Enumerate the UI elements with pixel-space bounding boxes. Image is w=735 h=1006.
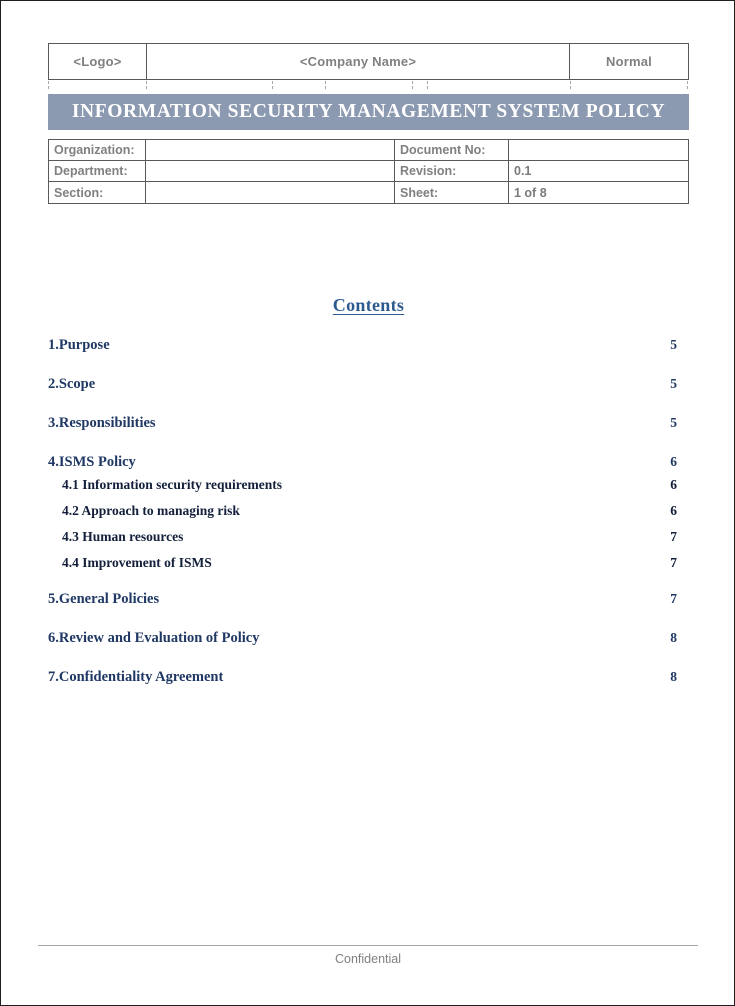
info-row-department xyxy=(49,161,688,182)
gridline-tick xyxy=(427,81,428,89)
toc-entry-label: 5.General Policies xyxy=(48,591,160,607)
classification-text: Normal xyxy=(606,54,652,69)
gridline-tick xyxy=(325,81,326,89)
toc-entry-page: 6 xyxy=(670,503,677,518)
contents-heading-text: Contents xyxy=(332,295,405,315)
toc-entry-page: 5 xyxy=(670,337,677,352)
toc-entry-improvement-of-isms[interactable] xyxy=(48,555,689,570)
toc-entry-isms-policy[interactable] xyxy=(48,454,689,470)
document-no-value-field[interactable] xyxy=(509,140,688,160)
sheet-label: Sheet: xyxy=(395,182,509,203)
section-value-field[interactable] xyxy=(146,182,395,203)
toc-entry-label: 4.3 Human resources xyxy=(62,529,184,544)
department-label: Department: xyxy=(49,161,146,181)
toc-entry-label: 1.Purpose xyxy=(48,337,110,353)
gridline-tick xyxy=(146,81,147,89)
organization-label: Organization: xyxy=(49,140,146,160)
toc-entry-page: 7 xyxy=(670,591,677,606)
section-label: Section: xyxy=(49,182,146,203)
toc-entry-page: 6 xyxy=(670,477,677,492)
toc-entry-page: 5 xyxy=(670,376,677,391)
page-footer xyxy=(38,945,698,968)
contents-heading xyxy=(48,295,689,316)
toc-entry-scope[interactable] xyxy=(48,376,689,392)
toc-entry-label: 6.Review and Evaluation of Policy xyxy=(48,630,260,646)
toc-entry-label: 7.Confidentiality Agreement xyxy=(48,669,224,685)
sheet-value: 1 of 8 xyxy=(514,185,547,200)
revision-label: Revision: xyxy=(395,161,509,181)
toc-entry-general-policies[interactable] xyxy=(48,591,689,607)
document-no-label: Document No: xyxy=(395,140,509,160)
table-of-contents xyxy=(48,337,689,685)
info-row-section xyxy=(49,182,688,203)
gridline-tick xyxy=(570,81,571,89)
toc-entry-label: 4.1 Information security requirements xyxy=(62,477,282,492)
toc-entry-review-and-evaluation[interactable] xyxy=(48,630,689,646)
classification-cell xyxy=(570,44,688,79)
toc-entry-label: 4.ISMS Policy xyxy=(48,454,136,470)
toc-entry-information-security-requirements[interactable] xyxy=(48,477,689,492)
toc-entry-label: 4.2 Approach to managing risk xyxy=(62,503,240,518)
toc-entry-page: 7 xyxy=(670,529,677,544)
document-title-text: INFORMATION SECURITY MANAGEMENT SYSTEM POLICY xyxy=(71,101,666,122)
info-row-organization xyxy=(49,140,688,161)
gridline-tick xyxy=(48,81,49,89)
toc-entry-page: 8 xyxy=(670,669,677,684)
gridline-tick xyxy=(412,81,413,89)
toc-entry-page: 8 xyxy=(670,630,677,645)
toc-entry-label: 2.Scope xyxy=(48,376,96,392)
company-name-placeholder-text: <Company Name> xyxy=(299,54,417,69)
toc-entry-page: 7 xyxy=(670,555,677,570)
gridline-tick xyxy=(272,81,273,89)
toc-entry-approach-to-managing-risk[interactable] xyxy=(48,503,689,518)
gridline-tick xyxy=(687,81,688,89)
toc-entry-label: 4.4 Improvement of ISMS xyxy=(62,555,212,570)
toc-entry-human-resources[interactable] xyxy=(48,529,689,544)
table-gridline-strip xyxy=(48,80,689,90)
logo-placeholder-cell[interactable] xyxy=(49,44,147,79)
department-value-field[interactable] xyxy=(146,161,395,181)
header-table xyxy=(48,43,689,80)
revision-value: 0.1 xyxy=(514,164,532,178)
toc-entry-purpose[interactable] xyxy=(48,337,689,353)
company-name-placeholder-cell[interactable] xyxy=(147,44,570,79)
toc-entry-page: 5 xyxy=(670,415,677,430)
page-content xyxy=(48,43,689,685)
toc-entry-confidentiality-agreement[interactable] xyxy=(48,669,689,685)
toc-entry-page: 6 xyxy=(670,454,677,469)
toc-entry-responsibilities[interactable] xyxy=(48,415,689,431)
toc-entry-label: 3.Responsibilities xyxy=(48,415,156,431)
footer-confidential-text: Confidential xyxy=(334,952,401,966)
organization-value-field[interactable] xyxy=(146,140,395,160)
logo-placeholder-text: <Logo> xyxy=(73,54,122,69)
document-title-banner xyxy=(48,94,689,130)
document-info-table xyxy=(48,139,689,204)
